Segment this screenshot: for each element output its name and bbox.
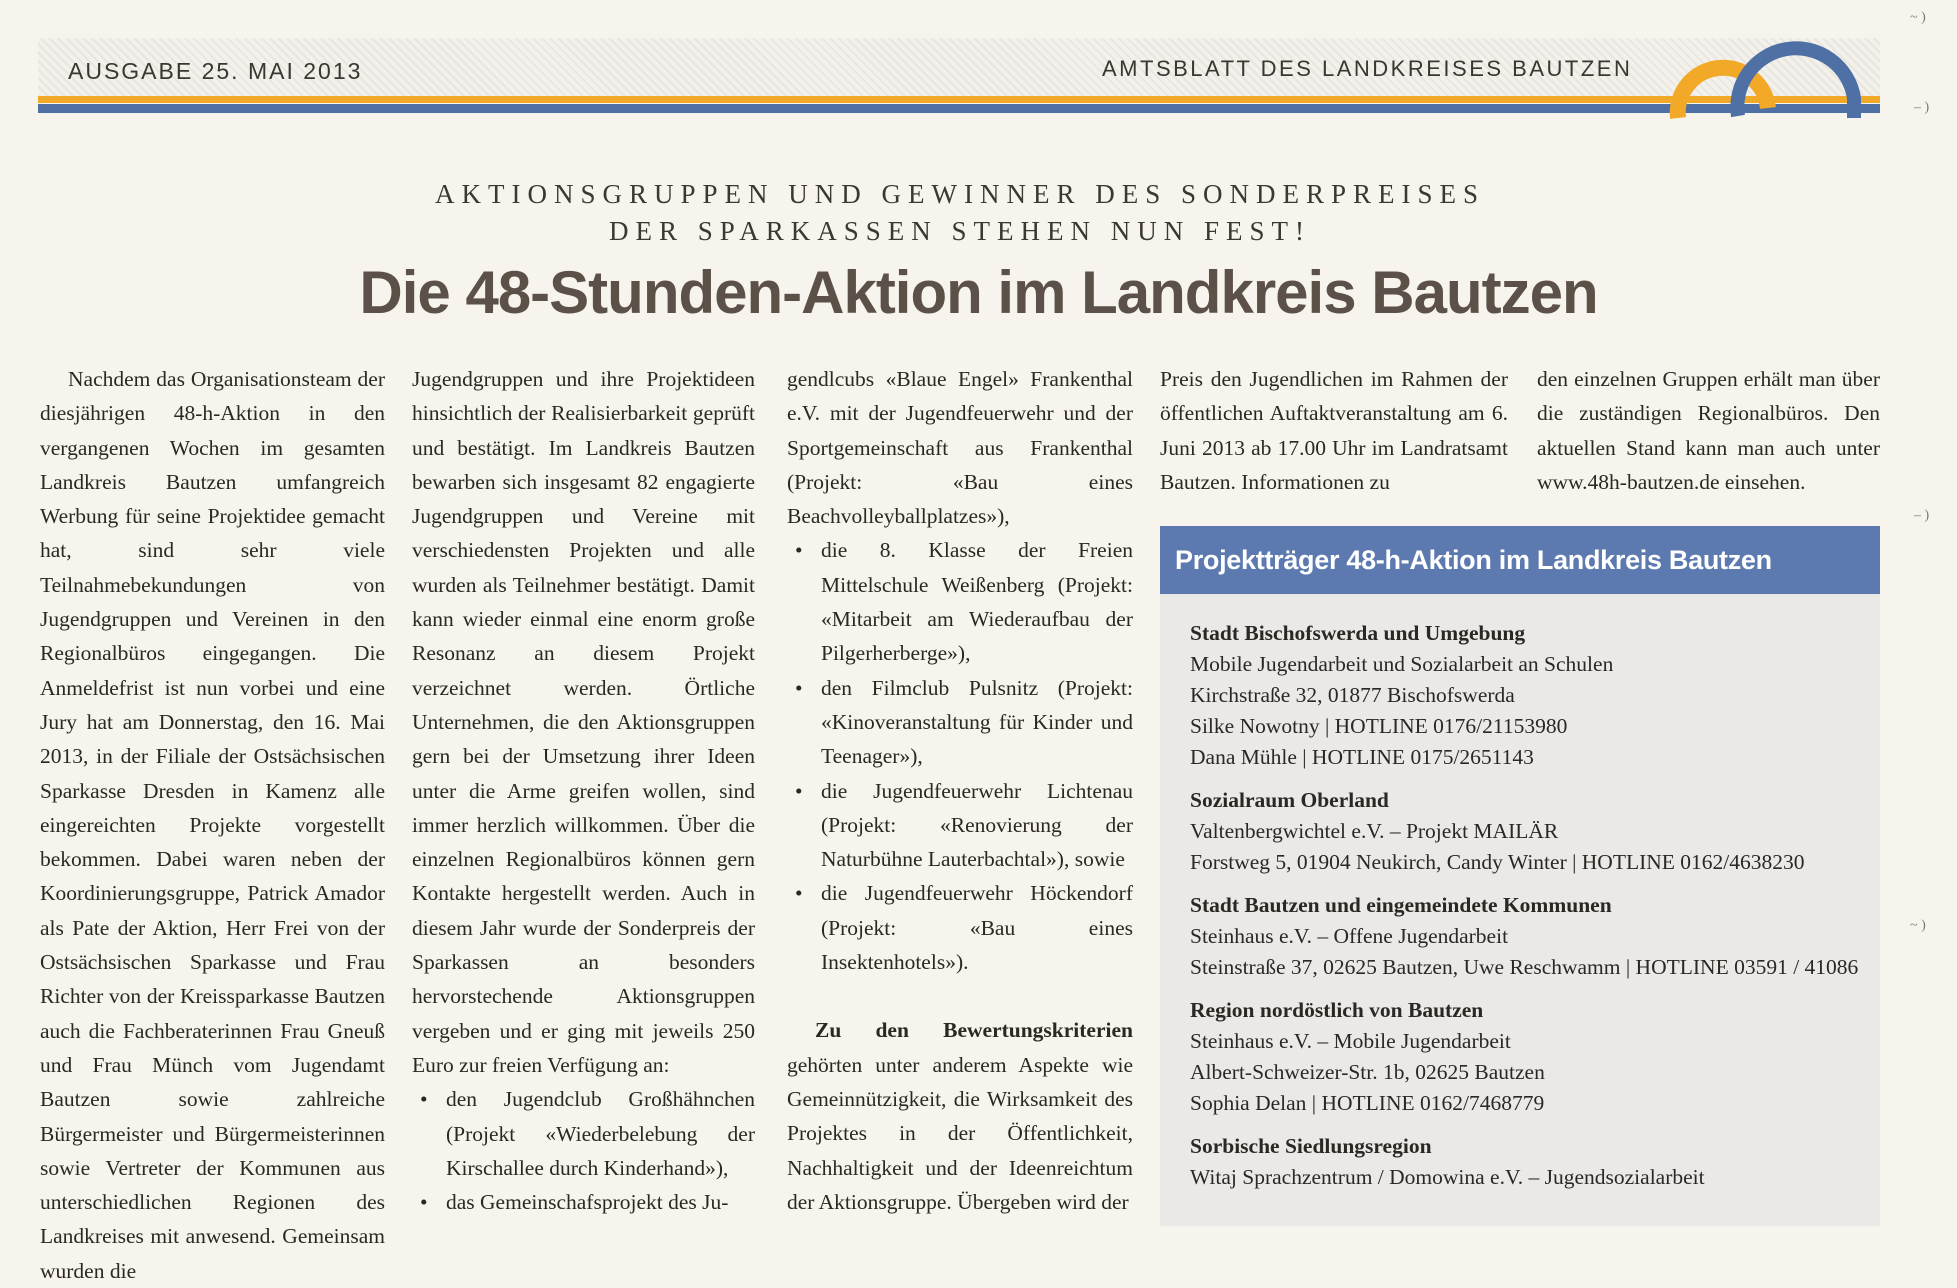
contact-info-box xyxy=(1160,526,1880,1226)
column-4-text: Preis den Jugendlichen im Rahmen der öffentlichen Auftaktveranstaltung am 6. Juni 2013 ab 17.00 Uhr im Landratsamt Bautzen. Informationen zu xyxy=(1160,367,1508,494)
header-rule-orange xyxy=(38,96,1880,103)
contact-line: Steinhaus e.V. – Mobile Jugendarbeit xyxy=(1190,1029,1511,1053)
contact-line: Witaj Sprachzentrum / Domowina e.V. – Jugendsozialarbeit xyxy=(1190,1165,1705,1189)
column-2-text: Jugendgruppen und ihre Projektideen hinsichtlich der Realisierbarkeit geprüft und bestätigt. Im Landkreis Bautzen bewarben sich insgesamt 82 engagierte Jugendgruppen und Vereine mit verschiedensten Projekten und alle wurden als Teilnehmer bestätigt. Damit kann wieder einmal eine enorm große Resonanz an diesem Projekt verzeichnet werden. Örtliche Unternehmen, die den Aktionsgruppen gern bei der Umsetzung ihrer Ideen unter die Arme greifen wollen, sind immer herzlich willkommen. Über die einzelnen Regionalbüros können gern Kontakte hergestellt werden. Auch in diesem Jahr wurde der Sonderpreis der Sparkassen an besonders hervorstechende Aktionsgruppen vergeben und er ging mit jeweils 250 Euro zur freien Verfügung an: xyxy=(412,367,755,1077)
kicker-line-2: DER SPARKASSEN STEHEN NUN FEST! xyxy=(608,216,1312,246)
contact-box-body xyxy=(1190,618,1870,1205)
article-headline: Die 48-Stunden-Aktion im Landkreis Bautzen xyxy=(359,259,1598,326)
contact-group-title: Region nordöstlich von Bautzen xyxy=(1190,998,1484,1022)
list-item: • den Filmclub Pulsnitz (Projekt: «Kinoveranstaltung für Kinder und Teenager»), xyxy=(787,671,1133,774)
article-column-2 xyxy=(412,362,755,1219)
column-3-intro: gendlcubs «Blaue Engel» Frankenthal e.V. mit der Jugendfeuerwehr und der Sportgemeinschaft aus Frankenthal (Projekt: «Bau eines Beachvolleyballplatzes»), xyxy=(787,367,1133,529)
contact-line: Silke Nowotny | HOTLINE 0176/21153980 xyxy=(1190,714,1568,738)
contact-line: Steinhaus e.V. – Offene Jugendarbeit xyxy=(1190,924,1509,948)
contact-line: Kirchstraße 32, 01877 Bischofswerda xyxy=(1190,683,1515,707)
contact-group xyxy=(1190,890,1870,983)
prize-winner-list-continued xyxy=(787,533,1133,979)
contact-line: Forstweg 5, 01904 Neukirch, Candy Winter | HOTLINE 0162/4638230 xyxy=(1190,850,1805,874)
contact-line: Steinstraße 37, 02625 Bautzen, Uwe Reschwamm | HOTLINE 03591 / 41086 xyxy=(1190,955,1859,979)
scan-margin-marks: ~ ) – ) – ) ~ ) xyxy=(1910,10,1930,933)
article-column-1 xyxy=(40,362,385,1288)
criteria-text: gehörten unter anderem Aspekte wie Gemeinnützigkeit, die Wirksamkeit des Projektes in der Öffentlichkeit, Nachhaltigkeit und der Ideenreichtum der Aktionsgruppe. Übergeben wird der xyxy=(787,1052,1133,1214)
list-item: • die Jugendfeuerwehr Lichtenau (Projekt: «Renovierung der Naturbühne Lauterbachtal»), sowie xyxy=(787,774,1133,877)
contact-group xyxy=(1190,618,1870,773)
criteria-lead: Zu den Bewertungskriterien xyxy=(815,1018,1133,1043)
contact-group-title: Stadt Bautzen und eingemeindete Kommunen xyxy=(1190,893,1612,917)
contact-line: Dana Mühle | HOTLINE 0175/2651143 xyxy=(1190,745,1534,769)
column-5-text: den einzelnen Gruppen erhält man über die zuständigen Regionalbüros. Den aktuellen Stand kann man auch unter www.48h-bautzen.de einsehen. xyxy=(1537,367,1880,494)
article-column-4 xyxy=(1160,362,1508,499)
criteria-paragraph xyxy=(787,1013,1133,1219)
list-item: • den Jugendclub Großhähnchen (Projekt «Wiederbelebung der Kirschallee durch Kinderhand»), xyxy=(412,1082,755,1185)
column-1-text: Nachdem das Organisationsteam der diesjährigen 48-h-Aktion in den vergangenen Wochen im gesamten Landkreis Bautzen umfangreich Werbung für seine Projektidee gemacht hat, sind sehr viele Teilnahmebekundungen von Jugendgruppen und Vereinen in den Regionalbüros eingegangen. Die Anmeldefrist ist nun vorbei und eine Jury hat am Donnerstag, den 16. Mai 2013, in der Filiale der Ostsächsischen Sparkasse Dresden in Kamenz alle eingereichten Projekte vorgestellt bekommen. Dabei waren neben der Koordinierungsgruppe, Patrick Amador als Pate der Aktion, Herr Frei von der Ostsächsischen Sparkasse und Frau Richter von der Kreissparkasse Bautzen auch die Fachberaterinnen Frau Gneuß und Frau Münch vom Jugendamt Bautzen sowie zahlreiche Bürgermeister und Bürgermeisterinnen sowie Vertreter der Kommunen aus unterschiedlichen Regionen des Landkreises mit anwesend. Gemeinsam wurden die xyxy=(40,367,385,1283)
contact-group-title: Stadt Bischofswerda und Umgebung xyxy=(1190,621,1526,645)
contact-group-title: Sozialraum Oberland xyxy=(1190,788,1389,812)
contact-line: Sophia Delan | HOTLINE 0162/7468779 xyxy=(1190,1091,1545,1115)
article-kicker xyxy=(240,176,1680,250)
contact-group xyxy=(1190,785,1870,878)
header-rule-blue xyxy=(38,104,1880,113)
contact-box-title: Projektträger 48-h-Aktion im Landkreis Bautzen xyxy=(1160,526,1880,594)
list-item: • die 8. Klasse der Freien Mittelschule Weißenberg (Projekt: «Mitarbeit am Wiederaufbau der Pilgerherberge»), xyxy=(787,533,1133,670)
article-column-5 xyxy=(1537,362,1880,499)
contact-line: Valtenbergwichtel e.V. – Projekt MAILÄR xyxy=(1190,819,1559,843)
contact-line: Albert-Schweizer-Str. 1b, 02625 Bautzen xyxy=(1190,1060,1545,1084)
list-item: • die Jugendfeuerwehr Höckendorf (Projekt: «Bau eines Insektenhotels»). xyxy=(787,876,1133,979)
contact-group-title: Sorbische Siedlungsregion xyxy=(1190,1134,1432,1158)
landkreis-logo-icon xyxy=(1668,38,1868,128)
contact-line: Mobile Jugendarbeit und Sozialarbeit an Schulen xyxy=(1190,652,1614,676)
contact-group xyxy=(1190,995,1870,1119)
publication-title: AMTSBLATT DES LANDKREISES BAUTZEN xyxy=(1102,56,1633,81)
article-column-3 xyxy=(787,362,1133,1219)
kicker-line-1: AKTIONSGRUPPEN UND GEWINNER DES SONDERPREISES xyxy=(434,179,1486,209)
issue-date: AUSGABE 25. MAI 2013 xyxy=(68,58,363,84)
prize-winner-list xyxy=(412,1082,755,1219)
contact-group xyxy=(1190,1131,1870,1193)
list-item: • das Gemeinschafsprojekt des Ju- xyxy=(412,1185,755,1219)
